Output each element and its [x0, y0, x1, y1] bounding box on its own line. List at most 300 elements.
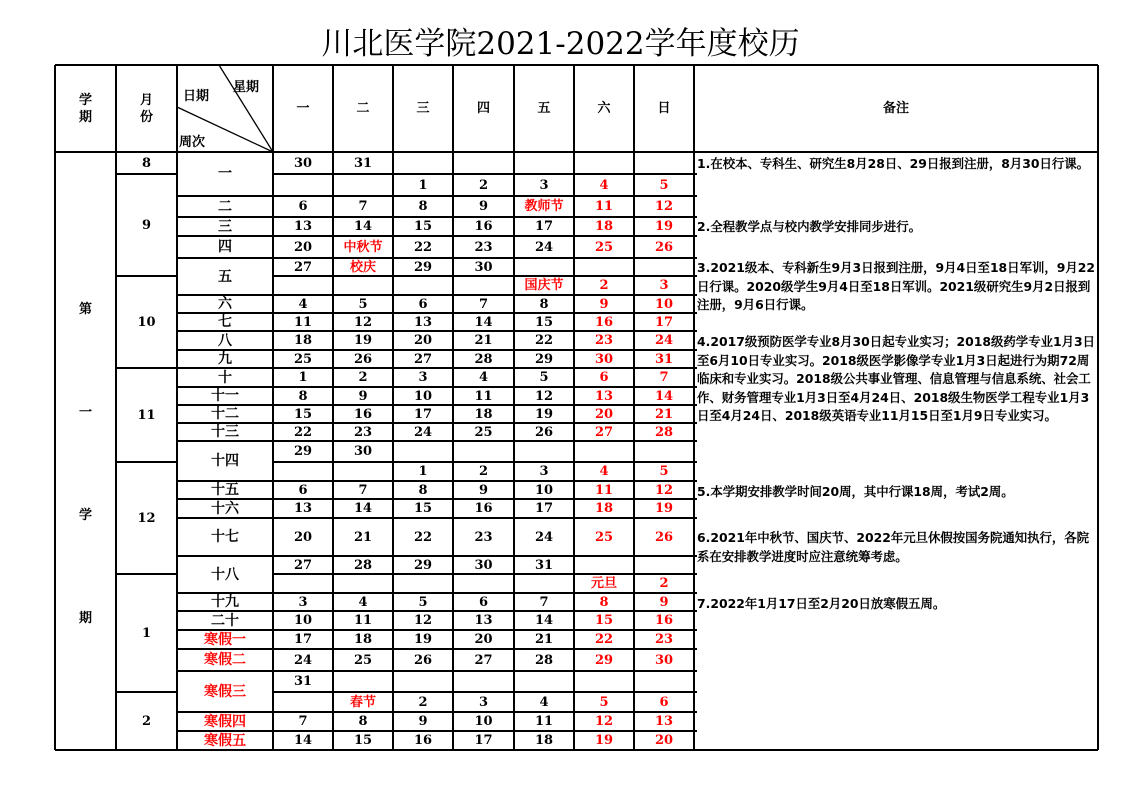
date-cell: 11	[594, 199, 614, 214]
date-cell: 25	[353, 652, 373, 668]
grid-line	[692, 592, 697, 594]
date-cell: 24	[293, 652, 313, 668]
date-cell	[634, 152, 694, 174]
grid-line	[692, 629, 697, 631]
date-cell: 10	[293, 613, 313, 628]
date-cell: 19	[594, 733, 614, 748]
date-cell	[453, 574, 514, 593]
date-cell: 19	[654, 501, 674, 516]
date-cell: 23	[353, 424, 373, 440]
date-cell: 25	[594, 239, 614, 255]
date-cell: 24	[654, 333, 674, 348]
grid-line	[692, 440, 697, 442]
date-cell: 28	[654, 424, 674, 440]
date-cell	[514, 258, 574, 276]
date-cell: 10	[534, 482, 554, 498]
grid-line	[177, 367, 273, 369]
date-cell	[333, 671, 393, 692]
date-cell: 29	[534, 351, 554, 367]
week-cell: 十九	[211, 594, 239, 610]
date-cell: 7	[539, 594, 549, 610]
date-cell: 15	[353, 733, 373, 748]
week-cell: 十四	[211, 453, 239, 469]
date-cell: 9	[478, 482, 489, 498]
grid-line	[177, 235, 273, 237]
date-cell: 6	[659, 694, 669, 710]
date-cell: 7	[478, 296, 489, 312]
date-cell: 21	[474, 333, 493, 348]
date-cell: 29	[413, 557, 433, 573]
date-cell: 18	[594, 219, 614, 234]
grid-line	[692, 670, 697, 672]
date-cell	[453, 276, 514, 295]
header-remarks: 备注	[882, 101, 909, 116]
grid-line	[177, 386, 273, 388]
date-cell	[273, 462, 333, 481]
date-cell: 29	[594, 652, 614, 668]
date-cell: 13	[474, 613, 493, 628]
diag-label-date: 日期	[183, 89, 210, 104]
date-cell: 国庆节	[524, 278, 564, 293]
date-cell: 2	[478, 177, 489, 193]
grid-line	[177, 312, 273, 314]
date-cell: 4	[358, 594, 368, 610]
date-cell: 21	[654, 406, 674, 422]
date-cell: 8	[418, 482, 428, 498]
date-cell	[393, 671, 453, 692]
date-cell: 20	[413, 333, 433, 348]
date-cell: 3	[539, 177, 549, 193]
grid-line	[177, 294, 273, 296]
date-cell: 5	[659, 464, 669, 479]
date-cell: 23	[654, 632, 674, 647]
date-cell: 22	[594, 632, 614, 647]
header-term: 学 期	[78, 92, 92, 125]
date-cell: 26	[413, 652, 433, 668]
date-cell: 11	[534, 714, 554, 729]
date-cell	[574, 258, 634, 276]
grid-line	[692, 711, 697, 713]
date-cell: 10	[654, 296, 674, 312]
date-cell: 18	[293, 333, 313, 348]
date-cell: 19	[353, 333, 373, 348]
grid-line	[692, 517, 697, 519]
date-cell: 14	[534, 613, 554, 628]
date-cell: 18	[594, 501, 614, 516]
date-cell	[574, 152, 634, 174]
date-cell: 6	[599, 370, 609, 385]
date-cell: 27	[413, 351, 433, 367]
month-cell: 9	[141, 217, 152, 233]
date-cell	[574, 441, 634, 462]
date-cell: 30	[353, 444, 373, 459]
date-cell: 8	[539, 296, 549, 312]
grid-line	[692, 730, 697, 732]
date-cell	[333, 174, 393, 196]
date-cell: 9	[599, 296, 609, 312]
date-cell: 21	[353, 529, 373, 545]
date-cell	[574, 671, 634, 692]
date-cell: 16	[474, 219, 493, 234]
date-cell: 15	[293, 406, 313, 422]
date-cell: 1	[418, 464, 428, 479]
date-cell: 11	[474, 388, 493, 404]
week-cell: 十三	[211, 424, 239, 440]
date-cell: 14	[654, 388, 674, 404]
date-cell: 28	[353, 557, 373, 573]
date-cell: 26	[654, 239, 674, 255]
date-cell: 31	[654, 351, 674, 367]
date-cell: 4	[599, 464, 609, 479]
date-cell: 中秋节	[343, 239, 383, 255]
grid-line	[177, 648, 273, 650]
grid-line	[177, 404, 273, 406]
date-cell: 31	[293, 674, 313, 689]
date-cell	[273, 574, 333, 593]
date-cell: 28	[474, 351, 493, 367]
date-cell: 16	[654, 613, 674, 628]
week-cell: 九	[218, 351, 232, 367]
date-cell: 20	[293, 239, 313, 255]
date-cell: 29	[413, 259, 433, 275]
week-cell: 十	[218, 369, 232, 386]
date-cell: 22	[534, 333, 554, 348]
date-cell: 11	[353, 613, 373, 628]
grid-line	[177, 730, 273, 732]
date-cell: 23	[594, 333, 614, 348]
date-cell: 18	[353, 632, 373, 647]
date-cell: 16	[353, 406, 373, 422]
date-cell: 元旦	[590, 576, 617, 591]
week-cell: 寒假四	[204, 713, 246, 730]
header-weekday-4: 四	[476, 101, 490, 116]
date-cell: 19	[654, 219, 674, 234]
month-cell: 11	[137, 407, 156, 423]
date-cell: 8	[298, 388, 308, 404]
date-cell: 25	[474, 424, 493, 440]
date-cell: 3	[659, 278, 669, 293]
date-cell: 3	[298, 594, 308, 610]
date-cell: 11	[594, 482, 614, 498]
date-cell	[453, 441, 514, 462]
date-cell: 16	[474, 501, 493, 516]
date-cell: 14	[353, 501, 373, 516]
header-month: 月 份	[139, 92, 153, 125]
week-cell: 十五	[211, 482, 239, 498]
header-weekday-3: 三	[416, 101, 430, 116]
date-cell: 22	[413, 529, 433, 545]
date-cell: 2	[358, 370, 368, 385]
week-cell: 三	[218, 218, 232, 235]
date-cell	[333, 276, 393, 295]
date-cell: 5	[358, 296, 368, 312]
date-cell	[453, 671, 514, 692]
date-cell: 6	[418, 296, 428, 312]
date-cell: 12	[654, 199, 674, 214]
date-cell: 28	[534, 652, 554, 668]
date-cell: 9	[478, 199, 489, 214]
grid-line	[177, 422, 273, 424]
header-weekday-5: 五	[537, 101, 551, 116]
grid-line	[692, 330, 697, 332]
week-cell: 十八	[211, 566, 239, 583]
date-cell: 17	[413, 406, 433, 422]
date-cell: 10	[413, 388, 433, 404]
date-cell: 2	[418, 694, 428, 710]
date-cell	[514, 574, 574, 593]
date-cell: 31	[353, 155, 373, 171]
grid-line	[116, 275, 177, 277]
date-cell: 6	[478, 594, 489, 610]
date-cell: 13	[654, 714, 674, 729]
date-cell: 30	[293, 155, 313, 171]
date-cell: 17	[654, 314, 674, 330]
date-cell: 24	[534, 239, 554, 255]
date-cell: 20	[594, 406, 614, 422]
date-cell: 9	[418, 714, 428, 729]
remark-note: 6.2021年中秋节、国庆节、2022年元旦休假按国务院通知执行，各院系在安排教学进度时应注意统筹考虑。	[697, 530, 1090, 564]
grid-line	[177, 216, 273, 218]
week-cell: 六	[218, 296, 232, 312]
page-title: 川北医学院2021-2022学年度校历	[321, 26, 800, 62]
date-cell: 4	[298, 296, 308, 312]
grid-line	[177, 440, 273, 442]
date-cell: 27	[474, 652, 493, 668]
date-cell: 教师节	[524, 199, 564, 214]
date-cell: 26	[654, 529, 674, 545]
header-weekday-2: 二	[356, 101, 370, 116]
date-cell: 1	[418, 177, 428, 193]
grid-line	[116, 461, 177, 463]
week-cell: 二	[218, 198, 232, 215]
date-cell: 5	[539, 370, 549, 385]
week-cell: 二十	[211, 612, 239, 629]
week-cell: 十七	[211, 529, 239, 545]
date-cell	[514, 152, 574, 174]
date-cell: 27	[293, 557, 313, 573]
remark-note: 4.2017级预防医学专业8月30日起专业实习；2018级药学专业1月3日至6月10日专业实习。2018级医学影像学专业1月3日起进行为期72周临床和专业实习。2018级公共事业管理、信息管理与信息系统、社会工作、财务管理专业1月3日至4月24日、2018级生物医学工程专业1月3日至4月24日、2018级英语专业11月15日至1月9日专业实习。	[697, 334, 1096, 424]
month-cell: 8	[141, 155, 152, 171]
date-cell	[393, 441, 453, 462]
date-cell: 17	[293, 632, 313, 647]
date-cell: 16	[413, 733, 433, 748]
date-cell	[393, 152, 453, 174]
grid-line	[177, 555, 273, 557]
date-cell: 24	[534, 529, 554, 545]
date-cell: 12	[534, 388, 554, 404]
grid-line	[116, 367, 177, 369]
grid-line	[177, 498, 273, 500]
week-cell: 八	[218, 332, 232, 349]
grid-line	[177, 711, 273, 713]
date-cell: 13	[293, 501, 313, 516]
date-cell: 15	[413, 501, 433, 516]
remark-note: 5.本学期安排教学时间20周，其中行课18周，考试2周。	[697, 484, 1014, 499]
date-cell: 7	[358, 199, 368, 214]
grid-line	[692, 480, 697, 482]
date-cell: 春节	[349, 694, 376, 710]
date-cell: 13	[594, 388, 614, 404]
grid-line	[177, 330, 273, 332]
date-cell: 27	[293, 259, 313, 275]
date-cell: 24	[413, 424, 433, 440]
date-cell: 26	[534, 424, 554, 440]
date-cell: 5	[418, 594, 428, 610]
date-cell: 3	[539, 464, 549, 479]
date-cell: 18	[534, 733, 554, 748]
grid-line	[177, 195, 273, 197]
week-cell: 四	[218, 239, 232, 255]
date-cell: 8	[418, 199, 428, 214]
date-cell: 15	[594, 613, 614, 628]
grid-line	[177, 480, 273, 482]
date-cell: 12	[413, 613, 433, 628]
week-cell: 寒假三	[204, 683, 246, 700]
date-cell: 15	[534, 314, 554, 330]
date-cell: 2	[599, 278, 609, 293]
date-cell: 21	[534, 632, 554, 647]
date-cell: 17	[534, 501, 554, 516]
date-cell: 29	[293, 444, 313, 459]
term-label: 第 一 学 期	[78, 301, 92, 626]
date-cell	[634, 441, 694, 462]
date-cell: 8	[599, 594, 609, 610]
remark-note: 1.在校本、专科生、研究生8月28日、29日报到注册，8月30日行课。	[697, 156, 1090, 171]
date-cell: 7	[298, 714, 308, 729]
month-cell: 1	[141, 625, 152, 641]
date-cell: 6	[298, 199, 308, 214]
date-cell: 校庆	[349, 259, 376, 275]
date-cell: 25	[594, 529, 614, 545]
month-cell: 12	[137, 510, 156, 526]
date-cell	[393, 276, 453, 295]
date-cell: 13	[293, 219, 313, 234]
date-cell: 19	[534, 406, 554, 422]
date-cell: 9	[358, 388, 368, 404]
date-cell: 5	[599, 694, 609, 710]
date-cell	[574, 556, 634, 574]
date-cell: 20	[293, 529, 313, 545]
date-cell: 30	[474, 557, 493, 573]
date-cell: 2	[659, 576, 669, 591]
date-cell: 16	[594, 314, 614, 330]
grid-line	[177, 592, 273, 594]
date-cell: 4	[539, 694, 549, 710]
header-weekday-1: 一	[296, 101, 310, 116]
week-cell: 五	[218, 268, 232, 285]
date-cell	[273, 692, 333, 712]
date-cell: 13	[413, 314, 433, 330]
date-cell: 19	[413, 632, 433, 647]
header-weekday-7: 日	[657, 101, 671, 116]
grid-line	[1097, 65, 1099, 750]
date-cell: 12	[594, 714, 614, 729]
grid-line	[177, 257, 273, 259]
date-cell: 22	[413, 239, 433, 255]
date-cell: 23	[474, 529, 493, 545]
date-cell	[634, 258, 694, 276]
date-cell: 7	[358, 482, 368, 498]
grid-line	[177, 610, 273, 612]
date-cell	[333, 574, 393, 593]
remark-note: 2.全程教学点与校内教学安排同步进行。	[697, 219, 921, 234]
date-cell: 6	[298, 482, 308, 498]
grid-line	[177, 517, 273, 519]
date-cell: 3	[418, 370, 428, 385]
date-cell	[273, 174, 333, 196]
diag-label-week: 周次	[179, 135, 206, 150]
date-cell: 30	[654, 652, 674, 668]
date-cell	[634, 556, 694, 574]
grid-line	[177, 629, 273, 631]
grid-line	[177, 670, 273, 672]
month-cell: 2	[141, 713, 152, 729]
date-cell: 14	[353, 219, 373, 234]
date-cell: 7	[659, 370, 669, 385]
date-cell: 26	[353, 351, 373, 367]
grid-line	[692, 573, 697, 575]
grid-line	[116, 691, 177, 693]
remark-note: 3.2021级本、专科新生9月3日报到注册，9月4日至18日军训，9月22日行课。2020级学生9月4日至18日军训。2021级研究生9月2日报到注册，9月6日行课。	[697, 260, 1096, 313]
date-cell: 30	[594, 351, 614, 367]
date-cell: 8	[358, 714, 368, 729]
date-cell: 25	[293, 351, 313, 367]
date-cell: 20	[474, 632, 493, 647]
date-cell: 12	[654, 482, 674, 498]
date-cell: 4	[599, 177, 609, 193]
date-cell: 30	[474, 259, 493, 275]
date-cell: 27	[594, 424, 614, 440]
grid-line	[692, 461, 697, 463]
date-cell: 5	[659, 177, 669, 193]
date-cell: 4	[478, 370, 489, 385]
grid-line	[692, 691, 697, 693]
grid-line	[116, 173, 177, 175]
date-cell: 9	[659, 594, 669, 610]
date-cell: 12	[353, 314, 373, 330]
week-cell: 七	[218, 314, 232, 330]
date-cell: 22	[293, 424, 313, 440]
date-cell: 1	[298, 370, 308, 385]
date-cell	[393, 574, 453, 593]
date-cell: 2	[478, 464, 489, 479]
date-cell: 15	[413, 219, 433, 234]
date-cell: 31	[534, 557, 554, 573]
grid-line	[692, 195, 697, 197]
date-cell: 10	[474, 714, 493, 729]
week-cell: 十六	[211, 500, 239, 517]
week-cell: 十一	[211, 388, 239, 404]
diag-label-weekday: 星期	[233, 80, 260, 95]
date-cell: 14	[293, 733, 313, 748]
week-cell: 十二	[211, 406, 239, 422]
week-cell: 寒假一	[204, 631, 246, 648]
date-cell: 18	[474, 406, 493, 422]
date-cell: 14	[474, 314, 493, 330]
date-cell: 11	[293, 314, 313, 330]
month-cell: 10	[137, 314, 156, 330]
date-cell: 17	[534, 219, 554, 234]
header-weekday-6: 六	[597, 101, 611, 116]
date-cell: 20	[654, 733, 674, 748]
date-cell: 23	[474, 239, 493, 255]
week-cell: 一	[218, 166, 232, 182]
grid-line	[177, 349, 273, 351]
date-cell	[273, 276, 333, 295]
week-cell: 寒假二	[204, 652, 246, 668]
date-cell: 3	[478, 694, 489, 710]
date-cell: 17	[474, 733, 493, 748]
